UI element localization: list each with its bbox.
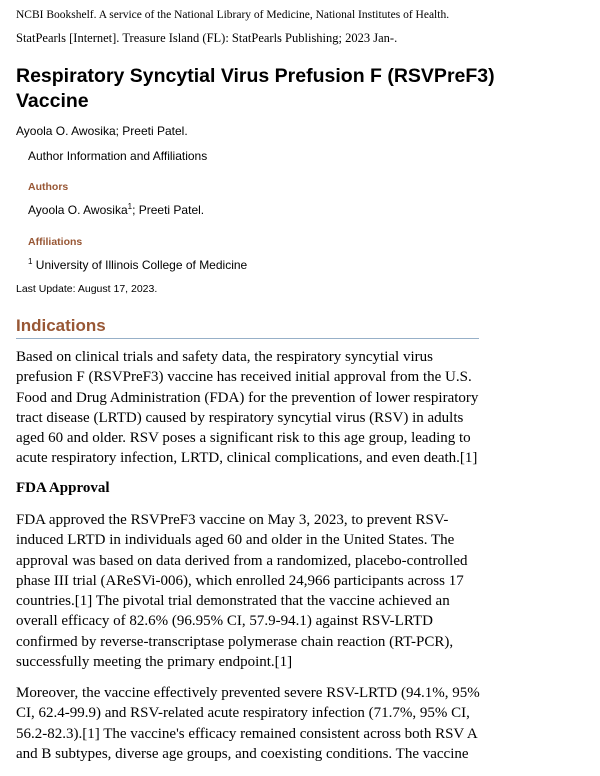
affiliation-marker[interactable]: 1 — [127, 202, 133, 211]
author-name: ; Preeti Patel. — [132, 203, 205, 217]
author-name: Ayoola O. Awosika — [28, 203, 128, 217]
affiliations-heading: Affiliations — [28, 236, 83, 248]
bookshelf-banner: NCBI Bookshelf. A service of the National Library of Medicine, National Institutes of Health. — [16, 9, 450, 21]
fda-approval-paragraph: FDA approved the RSVPreF3 vaccine on May 3, 2023, to prevent RSV-induced LRTD in individuals aged 60 and older in the United States. The approval was based on data derived from a randomized, placebo-controlled phase III trial (AReSVi-006), which enrolled 24,966 participants across 17 countries.[1] The pivotal trial demonstrated that the vaccine achieved an overall efficacy of 82.6% (96.95% CI, 57.9-94.1) against RSV-LRTD confirmed by reverse-transcriptase polymerase chain reaction (RT-PCR), successfully meeting the primary endpoint.[1] — [16, 512, 468, 671]
author-list: Ayoola O. Awosika; Preeti Patel. — [16, 124, 188, 138]
author-info-toggle[interactable]: Author Information and Affiliations — [28, 149, 208, 163]
last-update: Last Update: August 17, 2023. — [16, 283, 158, 295]
authors-heading: Authors — [28, 181, 69, 193]
affiliation-name: University of Illinois College of Medicine — [32, 258, 248, 272]
authors-detail — [28, 202, 204, 217]
indications-paragraph: Based on clinical trials and safety data, the respiratory syncytial virus prefusion F (RSVPreF3) vaccine has received initial approval from the U.S. Food and Drug Administration (FDA) for the prevention of lower respiratory tract disease (LRTD) caused by respiratory syncytial virus (RSV) in adults aged 60 and older. RSV poses a significant risk to this age group, leading to acute respiratory infection, LRTD, clinical complications, and even death.[1] — [16, 349, 479, 467]
page-title: Respiratory Syncytial Virus Prefusion F (RSVPreF3) Vaccine — [16, 65, 495, 112]
affiliation-marker: 1 — [28, 257, 33, 266]
fda-approval-heading: FDA Approval — [16, 480, 110, 496]
efficacy-paragraph: Moreover, the vaccine effectively prevented severe RSV-LRTD (94.1%, 95% CI, 62.4-99.9) and RSV-related acute respiratory infection (71.7%, 95% CI, 56.2-82.3).[1] The vaccine's efficacy remained consistent across both RSV A and B subtypes, diverse age groups, and coexisting conditions. The vaccine — [16, 685, 480, 762]
citation-line: StatPearls [Internet]. Treasure Island (FL): StatPearls Publishing; 2023 Jan-. — [16, 31, 398, 45]
indications-heading: Indications — [16, 316, 479, 339]
affiliation-item — [28, 257, 247, 272]
